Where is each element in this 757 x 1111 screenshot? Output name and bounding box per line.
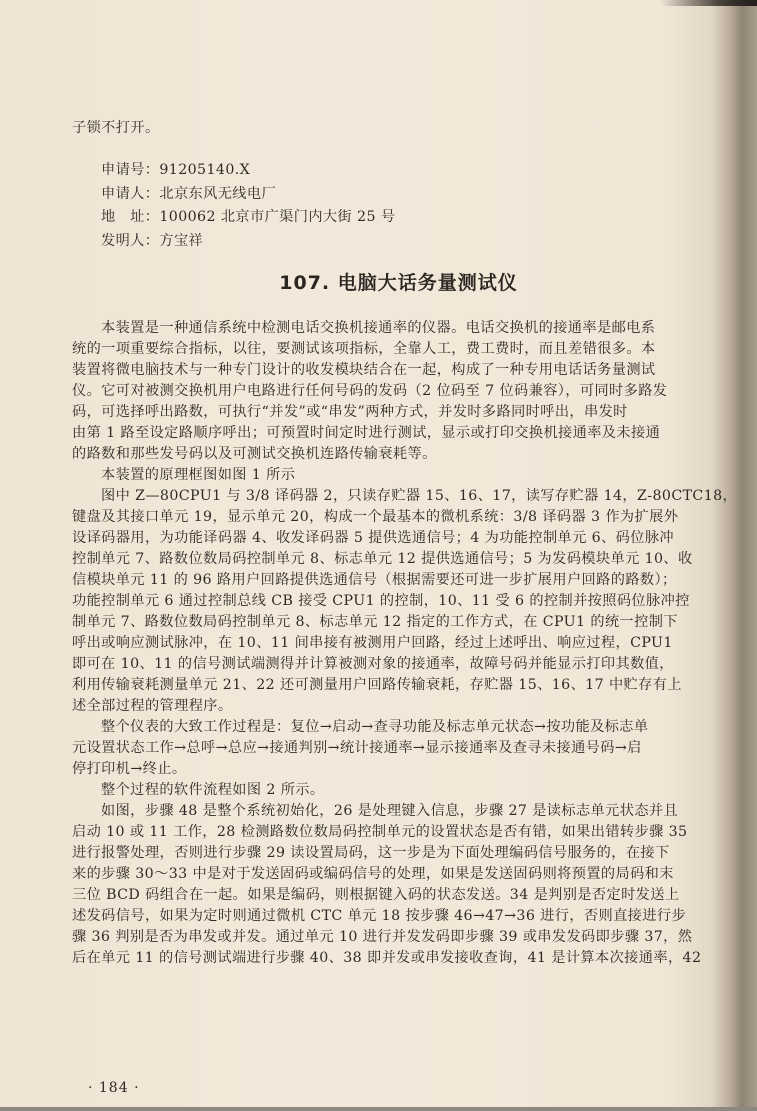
paragraph-line: 制单元 7、路数位数局码控制单元 8、标志单元 12 指定的工作方式，在 CPU1 的统一控制下 — [72, 614, 678, 630]
address: 地 址：100062 北京市广渠门内大街 25 号 — [101, 209, 396, 225]
paragraph-line: 仪。它可对被测交换机用户电路进行任何号码的发码（2 位码至 7 位码兼容），可同时多路发 — [72, 383, 668, 399]
patent-meta-block — [72, 160, 712, 254]
paragraph-line: 由第 1 路至设定路顺序呼出；可预置时间定时进行测试，显示或打印交换机接通率及未接通 — [72, 425, 661, 441]
scanner-bottom-edge — [0, 1107, 757, 1111]
page-number: · 184 · — [88, 1080, 140, 1096]
paragraph-line: 利用传输衰耗测量单元 21、22 还可测量用户回路传输衰耗，存贮器 15、16、17 中贮存有上 — [72, 677, 682, 693]
paragraph-line: 即可在 10、11 的信号测试端测得并计算被测对象的接通率，故障号码并能显示打印其数值， — [72, 656, 674, 672]
paragraph-line: 的路数和那些发号码以及可测试交换机连路传输衰耗等。 — [72, 446, 437, 462]
page-edge-shadow — [660, 0, 757, 6]
paragraph-line: 信模块单元 11 的 96 路用户回路提供选通信号（根据需要还可进一步扩展用户回路的路数）； — [72, 572, 677, 588]
continuation-text — [72, 118, 712, 139]
inventor: 发明人：方宝祥 — [101, 232, 204, 249]
paragraph-line: 码，可选择呼出路数，可执行“并发”或“串发”两种方式，并发时多路同时呼出，串发时 — [72, 404, 628, 420]
paragraph-line: 图中 Z—80CPU1 与 3/8 译码器 2，只读存贮器 15、16、17，读写存贮器 14，Z-80CTC18， — [101, 488, 738, 504]
body-text — [72, 318, 738, 969]
paragraph-line: 三位 BCD 码组合在一起。如果是编码，则根据键入码的状态发送。34 是判别是否定时发送上 — [72, 887, 680, 903]
paragraph-line: 骤 36 判别是否为串发或并发。通过单元 10 进行并发发码即步骤 39 或串发发码即步骤 37，然 — [72, 929, 693, 945]
paragraph-line: 停打印机→终止。 — [72, 761, 187, 777]
application-number: 申请号：91205140.X — [101, 162, 251, 178]
paragraph-line: 呼出或响应测试脉冲，在 10、11 间串接有被测用户回路，经过上述呼出、响应过程，CPU1 — [72, 635, 673, 651]
paragraph-line: 统的一项重要综合指标，以往，要测试该项指标，全靠人工，费工费时，而且差错很多。本 — [72, 341, 656, 357]
paragraph-line: 述全部过程的管理程序。 — [72, 698, 233, 714]
paragraph-line: 本装置的原理框图如图 1 所示 — [101, 467, 296, 483]
paragraph-line: 进行报警处理，否则进行步骤 29 读设置局码，这一步是为下面处理编码信号服务的，在接下 — [72, 845, 670, 861]
paragraph-line: 整个过程的软件流程如图 2 所示。 — [101, 782, 325, 798]
paragraph-line: 启动 10 或 11 工作，28 检测路数位数局码控制单元的设置状态是否有错，如果出错转步骤 35 — [72, 824, 688, 840]
paragraph-line: 如图，步骤 48 是整个系统初始化，26 是处理键入信息，步骤 27 是读标志单元状态并且 — [101, 803, 679, 819]
section-title: 107. 电脑大话务量测试仪 — [279, 272, 518, 294]
paragraph-line: 本装置是一种通信系统中检测电话交换机接通率的仪器。电话交换机的接通率是邮电系 — [101, 320, 656, 336]
paragraph-line: 整个仪表的大致工作过程是：复位→启动→查寻功能及标志单元状态→按功能及标志单 — [101, 719, 649, 735]
paragraph-line: 设译码器用，为功能译码器 4、收发译码器 5 提供选通信号；4 为功能控制单元 6、码位脉冲 — [72, 530, 674, 546]
continuation-line: 子锁不打开。 — [72, 120, 160, 136]
paragraph-line: 述发码信号，如果为定时则通过微机 CTC 单元 18 按步骤 46→47→36 进行，否则直接进行步 — [72, 908, 687, 924]
paragraph-line: 后在单元 11 的信号测试端进行步骤 40、38 即并发或串发接收查询，41 是计算本次接通率，42 — [72, 950, 702, 966]
paragraph-line: 功能控制单元 6 通过控制总线 CB 接受 CPU1 的控制，10、11 受 6 的控制并按照码位脉冲控 — [72, 593, 690, 609]
paragraph-line: 装置将微电脑技术与一种专门设计的收发模块结合在一起，构成了一种专用电话话务量测试 — [72, 362, 656, 378]
paragraph-line: 键盘及其接口单元 19，显示单元 20，构成一个最基本的微机系统：3/8 译码器 3 作为扩展外 — [72, 509, 679, 525]
paragraph-line: 控制单元 7、路数位数局码控制单元 8、标志单元 12 提供选通信号；5 为发码模块单元 10、收 — [72, 551, 693, 567]
paragraph-line: 来的步骤 30～33 中是对于发送固码或编码信号的处理，如果是发送固码则将预置的局码和末 — [72, 866, 674, 882]
paragraph-line: 元设置状态工作→总呼→总应→接通判别→统计接通率→显示接通率及查寻未接通号码→启 — [72, 740, 642, 756]
applicant: 申请人：北京东风无线电厂 — [101, 185, 277, 202]
